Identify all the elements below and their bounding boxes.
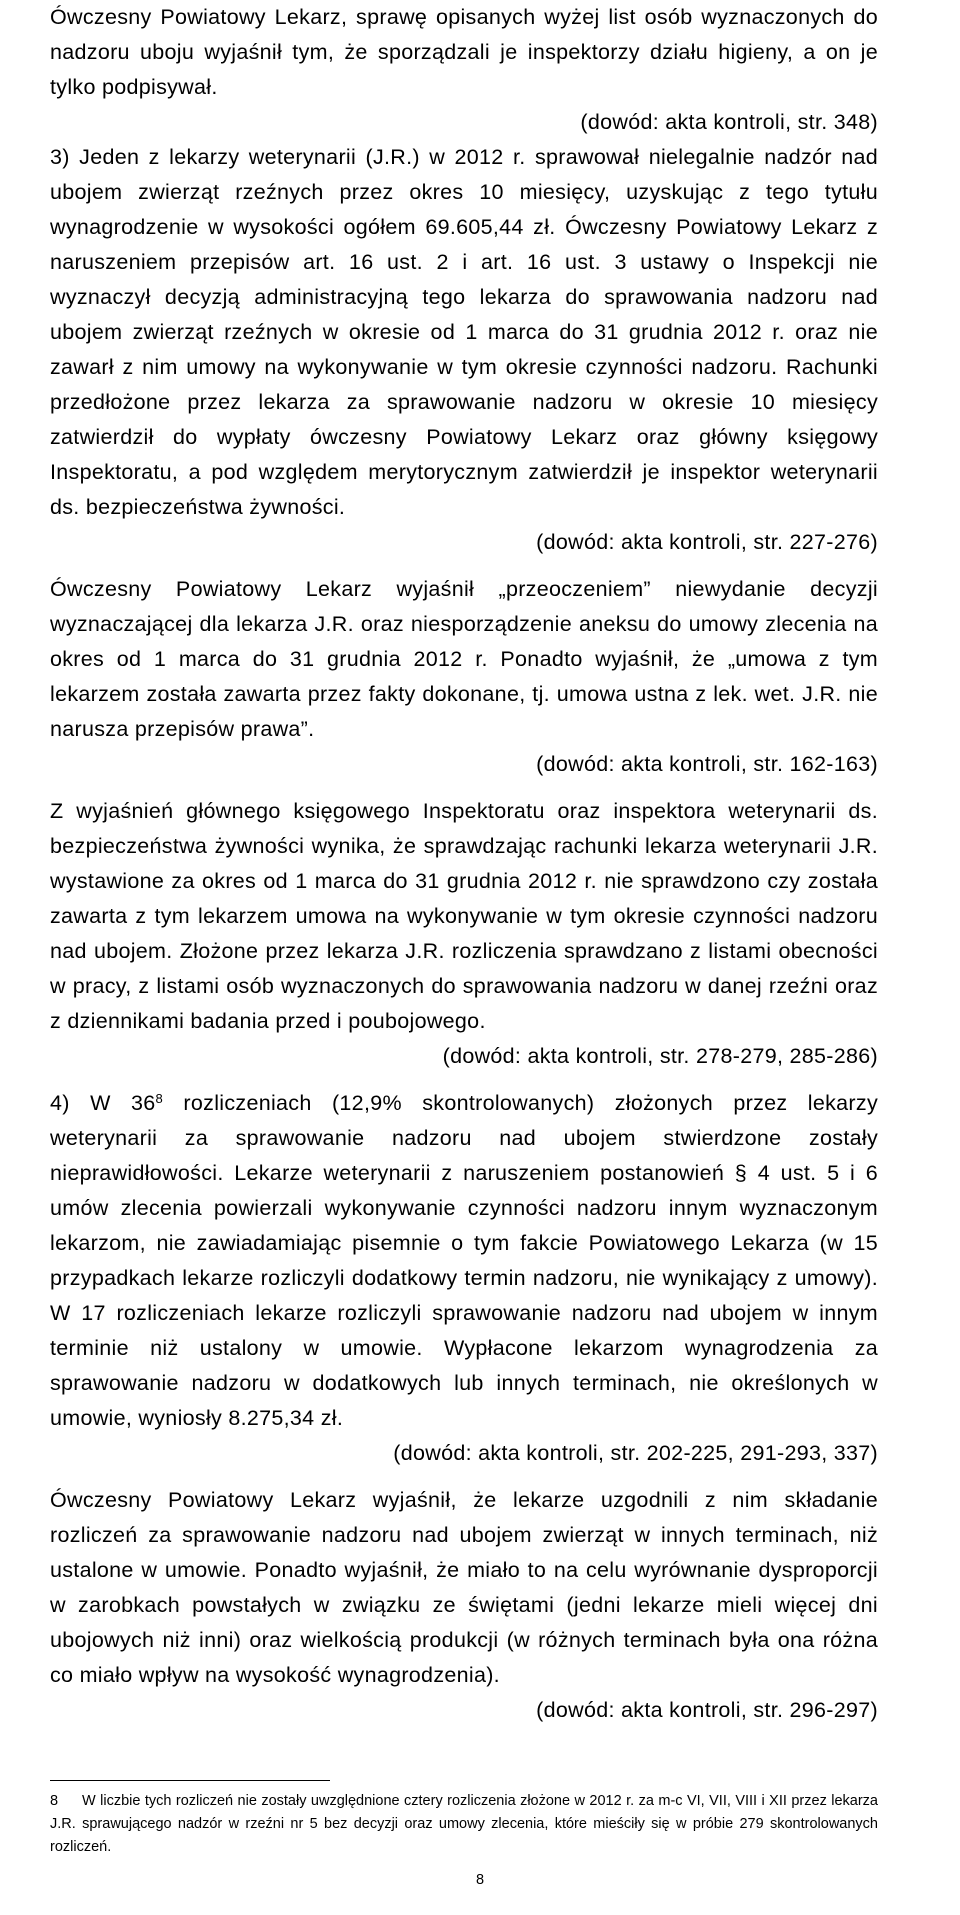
paragraph-5-rest: rozliczeniach (12,9% skontrolowanych) złożonych przez lekarzy weterynarii za sprawowanie nadzoru nad ubojem stwierdzone zostały nieprawidłowości. Lekarze weterynarii z naruszeniem postanowień § 4 ust. 5 i 6 umów zlecenia powierzali wykonywanie czynności nadzoru innym wyznaczonym lekarzom, nie zawiadamiając pisemnie o tym fakcie Powiatowego Lekarza (w 15 przypadkach lekarze rozliczyli dodatkowy termin nadzoru, nie wynikający z umowy). W 17 rozliczeniach lekarze rozliczyli sprawowanie nadzoru nad ubojem w innym terminie niż ustalony w umowie. Wypłacone lekarzom wynagrodzenia za sprawowanie nadzoru w dodatkowych lub innych terminach, nie określonych w umowie, wyniosły 8.275,34 zł. [50,1091,878,1430]
evidence-citation-6: (dowód: akta kontroli, str. 296-297) [536,1698,878,1722]
page-number: 8 [475,1872,485,1888]
footnote-reference[interactable]: 8 [155,1091,164,1106]
paragraph-6: Ówczesny Powiatowy Lekarz wyjaśnił, że lekarze uzgodnili z nim składanie rozliczeń za sprawowanie nadzoru nad ubojem zwierząt w innych terminach, niż ustalone w umowie. Ponadto wyjaśnił, że miało to na celu wyrównanie dysproporcji w zarobkach powstałych w związku ze świętami (jedni lekarze mieli więcej dni ubojowych niż inni) oraz wielkością produkcji (w różnych terminach była ona różna co miało wpływ na wysokość wynagrodzenia). [50,1488,878,1687]
footnote-divider [50,1780,330,1781]
paragraph-5-start: 4) W 36 [50,1091,156,1115]
footnote [50,1790,878,1859]
paragraph-1: Ówczesny Powiatowy Lekarz, sprawę opisanych wyżej list osób wyznaczonych do nadzoru uboju wyjaśnił tym, że sporządzali je inspektorzy działu higieny, a on je tylko podpisywał. [50,5,878,99]
document-body [50,0,878,1728]
footnote-text: W liczbie tych rozliczeń nie zostały uwzględnione cztery rozliczenia złożone w 2012 r. za m-c VI, VII, VIII i XII przez lekarza J.R. sprawującego nadzór w rzeźni nr 5 bez decyzji oraz umowy zlecenia, które mieściły się w próbie 279 skontrolowanych rozliczeń. [50,1793,878,1855]
evidence-citation-3: (dowód: akta kontroli, str. 162-163) [536,752,878,776]
evidence-citation-4: (dowód: akta kontroli, str. 278-279, 285-286) [442,1044,878,1068]
evidence-citation-1: (dowód: akta kontroli, str. 348) [580,110,878,134]
paragraph-5 [50,1086,878,1436]
evidence-citation-2: (dowód: akta kontroli, str. 227-276) [536,530,878,554]
paragraph-2: 3) Jeden z lekarzy weterynarii (J.R.) w 2012 r. sprawował nielegalnie nadzór nad ubojem zwierząt rzeźnych przez okres 10 miesięcy, uzyskując z tego tytułu wynagrodzenie w wysokości ogółem 69.605,44 zł. Ówczesny Powiatowy Lekarz z naruszeniem przepisów art. 16 ust. 2 i art. 16 ust. 3 ustawy o Inspekcji nie wyznaczył decyzją administracyjną tego lekarza do sprawowania nadzoru nad ubojem zwierząt rzeźnych w okresie od 1 marca do 31 grudnia 2012 r. oraz nie zawarł z nim umowy na wykonywanie w tym okresie czynności nadzoru. Rachunki przedłożone przez lekarza za sprawowanie nadzoru w okresie 10 miesięcy zatwierdził do wypłaty ówczesny Powiatowy Lekarz oraz główny księgowy Inspektoratu, a pod względem merytorycznym zatwierdził je inspektor weterynarii ds. bezpieczeństwa żywności. [50,145,878,519]
paragraph-3: Ówczesny Powiatowy Lekarz wyjaśnił „przeoczeniem” niewydanie decyzji wyznaczającej dla lekarza J.R. oraz niesporządzenie aneksu do umowy zlecenia na okres od 1 marca do 31 grudnia 2012 r. Ponadto wyjaśnił, że „umowa z tym lekarzem została zawarta przez fakty dokonane, tj. umowa ustna z lek. wet. J.R. nie narusza przepisów prawa”. [50,577,878,741]
evidence-citation-5: (dowód: akta kontroli, str. 202-225, 291-293, 337) [393,1441,878,1465]
paragraph-4: Z wyjaśnień głównego księgowego Inspektoratu oraz inspektora weterynarii ds. bezpieczeństwa żywności wynika, że sprawdzając rachunki lekarza weterynarii J.R. wystawione za okres od 1 marca do 31 grudnia 2012 r. nie sprawdzono czy została zawarta z tym lekarzem umowa na wykonywanie w tym okresie czynności nadzoru nad ubojem. Złożone przez lekarza J.R. rozliczenia sprawdzano z listami obecności w pracy, z listami osób wyznaczonych do sprawowania nadzoru w danej rzeźni oraz z dziennikami badania przed i poubojowego. [50,799,878,1033]
footnote-mark: 8 [50,1793,59,1809]
